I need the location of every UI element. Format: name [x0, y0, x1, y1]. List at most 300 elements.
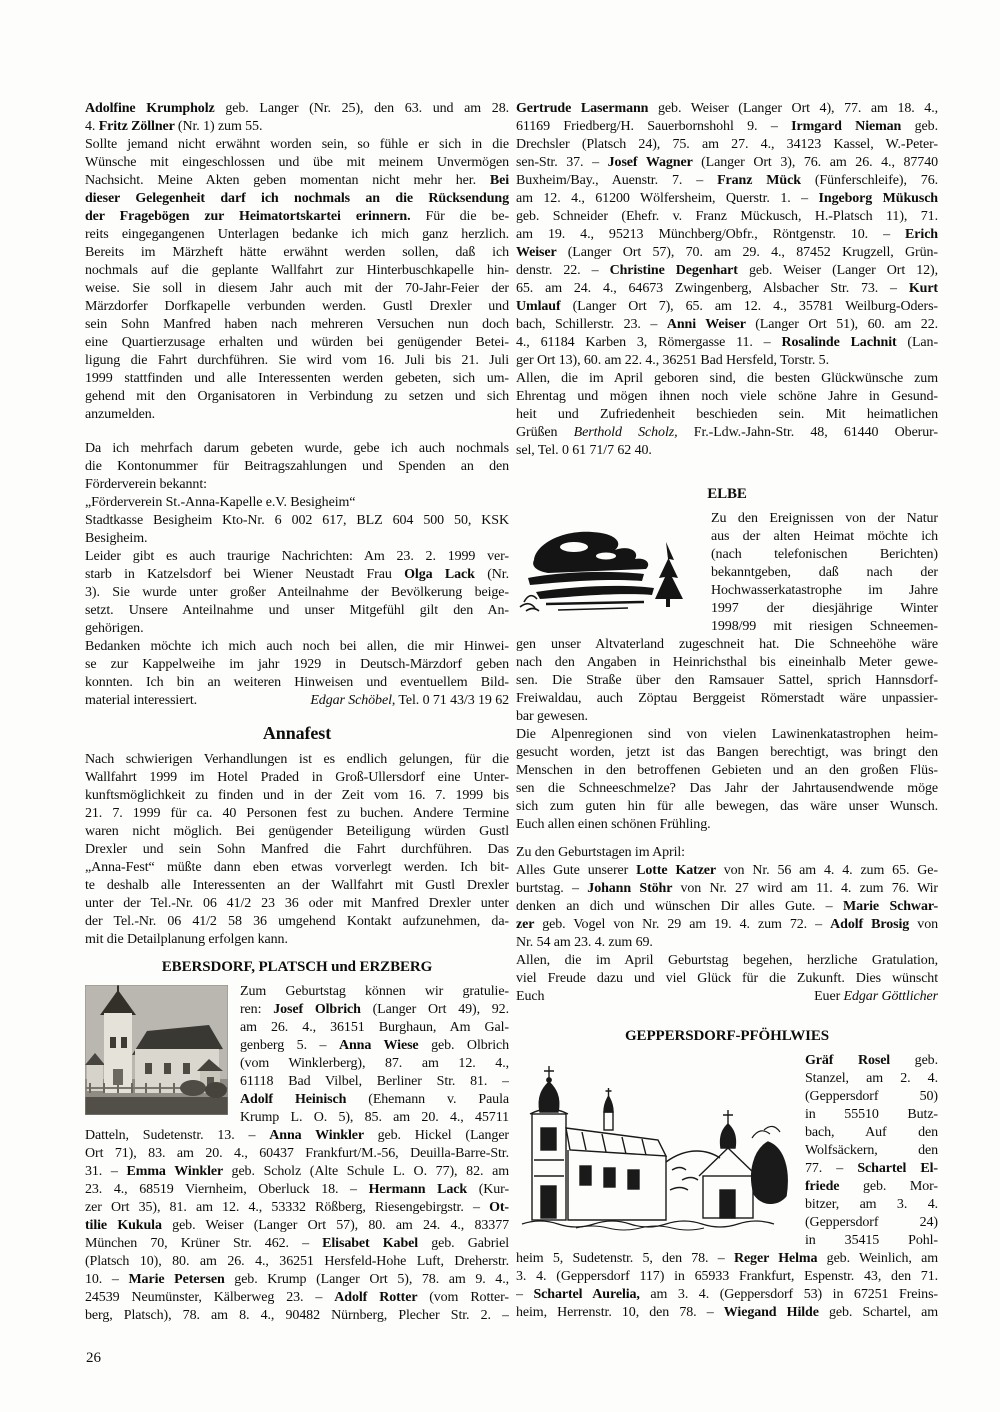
text-line	[516, 406, 938, 424]
text-run: sen die Schneeschmelze? Das Jahr der Jahrtausendwende möge	[516, 781, 938, 796]
text-run: 1998/99 mit riesigen Schneemen-	[711, 619, 938, 634]
text-run: 21. 7. 1999 für ca. 40 Personen fest zu buchen. Andere Termine	[85, 806, 509, 821]
text-run: Die Alpenregionen sind von vielen Lawinenkatastrophen heim-	[516, 727, 938, 742]
text-run: Reger Helma	[733, 1251, 827, 1266]
text-line	[516, 780, 938, 798]
text-run: material interessiert.	[85, 693, 198, 708]
text-run: bach, Schillerstr. 23. –	[516, 317, 667, 332]
text-run: Adolf Heinisch	[240, 1092, 369, 1107]
text-run: Ehrentag und mögen ihnen noch viele schöne Jahre in Gesund-	[516, 389, 938, 404]
text-line	[516, 1232, 938, 1250]
text-run: weise. Sie soll in diesem Jahr auch mit der 70-Jahr-Feier der	[85, 281, 509, 296]
text-run: eine Quartierzusage erhalten und würden bei genügender Betei-	[85, 335, 509, 350]
spacer	[516, 460, 938, 476]
text-line	[85, 1127, 509, 1145]
text-line	[85, 370, 509, 388]
text-run: nach den Angaben in Heinrichsthal bis eineinhalb Meter gewe-	[516, 655, 938, 670]
text-run: Hermann Lack	[368, 1182, 479, 1197]
line-right-part	[814, 988, 938, 1006]
text-run: der Fragebögen zur Heimatortskartei erinnern.	[85, 209, 426, 224]
text-line	[85, 334, 509, 352]
text-run: geb. Schneider (Ehefr. v. Franz Mückusch, H.-Platsch 11), 71.	[516, 209, 938, 224]
text-run: bach, Auf den	[805, 1125, 938, 1140]
text-run: Für die be-	[425, 209, 509, 224]
text-run: in 35415 Pohl-	[805, 1233, 938, 1248]
text-line	[85, 190, 509, 208]
text-line	[85, 1199, 509, 1217]
paragraph	[516, 844, 938, 1006]
text-run: Ingeborg Mükusch	[818, 191, 938, 206]
text-run: Umlauf	[516, 299, 573, 314]
text-line	[516, 208, 938, 226]
text-run: Krump L. O. 5), 85. am 20. 4., 45711	[240, 1110, 509, 1125]
text-run: Freiwaldau, auch Zöptau Berggeist Römerstadt wäre unpassier-	[516, 691, 938, 706]
text-run: Zu den Geburtstagen im April:	[516, 845, 685, 860]
text-run: Berthold Scholz,	[573, 425, 694, 440]
text-run: Nr. 54 am 23. 4. zum 69.	[516, 935, 653, 950]
text-run: am 26. 4., 36151 Burghaun, Am Gal-	[240, 1020, 509, 1035]
text-line	[516, 352, 938, 370]
text-run: Adolf Rotter	[334, 1290, 430, 1305]
text-run: gen unser Altvaterland zugeschneit hat. Die Schneehöhe wäre	[516, 637, 938, 652]
text-line	[516, 298, 938, 316]
text-run: in 55510 Butz-	[805, 1107, 938, 1122]
text-line	[516, 262, 938, 280]
text-run: , Tel. 0 71 43/3 19 62	[391, 693, 509, 708]
text-run: geb. Langer (Nr. 25), den 63. und am 28.	[225, 101, 509, 116]
text-line	[516, 636, 938, 654]
text-run: die Kontonummer für Beitragszahlungen und Spenden an den	[85, 459, 509, 474]
text-line	[516, 654, 938, 672]
text-run: (Kur-	[478, 1182, 509, 1197]
text-run: (nach telefonischen Berichten)	[711, 547, 938, 562]
line-right-part	[310, 692, 509, 710]
text-line	[516, 1250, 938, 1268]
text-line	[85, 316, 509, 334]
text-line	[85, 262, 509, 280]
geppersdorf-village-illustration	[516, 1054, 791, 1234]
paragraph	[516, 1052, 938, 1322]
text-run: (Langer Ort 7), 65. am 12. 4., 35781 Weilburg-Oders-	[572, 299, 938, 314]
text-run: 65. am 24. 4., 64673 Zwingenberg, Alsbacher Str. 73. –	[516, 281, 909, 296]
spacer	[516, 834, 938, 844]
text-run: Wolfsäckern, den	[805, 1143, 938, 1158]
text-run: Bei	[489, 173, 509, 188]
text-line	[85, 1235, 509, 1253]
text-run: Wiegand Hilde	[723, 1305, 829, 1320]
text-line	[85, 458, 509, 476]
text-run: Adolfine Krumpholz	[85, 101, 226, 116]
text-run: Drexler und sein Sohn Manfred die Fahrt durchführen. Das	[85, 842, 509, 857]
text-line	[516, 690, 938, 708]
text-run: Stadtkasse Besigheim Kto-Nr. 6 002 617, BLZ 604 500 50, KSK	[85, 513, 509, 528]
text-run: 1999 stattfinden und alle Interessenten werden gebeten, sich um-	[85, 371, 509, 386]
text-run: von	[917, 917, 938, 932]
text-run: sich zum guten hin für alle bewegen, das wäre unser Wunsch.	[516, 799, 938, 814]
text-line	[516, 154, 938, 172]
text-line	[85, 208, 509, 226]
text-run: gehend mit den Organisatoren in Verbindung zu setzen und sich	[85, 389, 509, 404]
text-run: ligung die Fahrt durchführen. Sie wird vom 16. Juli bis 21. Juli	[85, 353, 509, 368]
elbe-sketch-graphic	[516, 514, 701, 619]
text-run: 24539 Neumünster, Kälberweg 23. –	[85, 1290, 335, 1305]
text-run: Euch	[516, 989, 545, 1004]
text-run: gesucht worden, jetzt ist das Bangen berechtigt, was bringt den	[516, 745, 938, 760]
text-run: „Förderverein St.-Anna-Kapelle e.V. Besigheim“	[85, 495, 356, 510]
text-run: zer Ort 35), 81. am 12. 4., 53332 Rößberg, Riesengebirgstr. –	[85, 1200, 490, 1215]
text-run: heit und Zufriedenheit beschieden sein. Mit heimatlichen	[516, 407, 938, 422]
text-run: Schartel El-	[857, 1161, 938, 1176]
paragraph	[516, 510, 938, 834]
text-run: (Langer Ort 49), 92.	[372, 1002, 509, 1017]
text-run: am 3. 4. (Geppersdorf 53) in 67251 Freins-	[650, 1287, 938, 1302]
text-line	[85, 1307, 509, 1325]
text-run: (Geppersdorf 24)	[805, 1215, 938, 1230]
text-run: zer	[516, 917, 543, 932]
text-run: (Langer Ort 57), 70. am 29. 4., 87452 Krugzell, Grün-	[567, 245, 938, 260]
text-line	[516, 816, 938, 834]
text-line	[85, 1145, 509, 1163]
text-run: Fr.-Ldw.-Jahn-Str. 48, 61440 Oberur-	[693, 425, 938, 440]
text-run: 61169 Friedberg/H. Sauerbornshohl 9. –	[516, 119, 792, 134]
text-run: (Platsch 10), 80. am 26. 4., 36251 Hersfeld-Hohe Luft, Dreherstr.	[85, 1254, 509, 1269]
text-line	[85, 656, 509, 674]
text-run: Fritz Zöllner	[98, 119, 178, 134]
text-run: bekanntgeben, daß nach der	[711, 565, 938, 580]
text-line	[516, 708, 938, 726]
text-run: Sollte jemand nicht erwähnt worden sein, so fühle er sich in die	[85, 137, 509, 152]
text-run: 10. –	[85, 1272, 129, 1287]
text-line	[85, 1289, 509, 1307]
text-line	[85, 406, 509, 424]
text-line	[516, 970, 938, 988]
left-column	[85, 100, 509, 1325]
text-run: geb. Vogel von Nr. 29 am 19. 4. zum 72. –	[542, 917, 831, 932]
text-run: Wünsche mit eingeschlossen und übe mit meinem Unvermögen	[85, 155, 509, 170]
text-line	[516, 280, 938, 298]
text-line	[516, 1304, 938, 1322]
text-run: 3). Sie wurde unter großer Anteilnahme der Bevölkerung beige-	[85, 585, 509, 600]
text-run: Ort 71), 83. am 20. 4., 60437 Frankfurt/M.-56, Deuilla-Barre-Str.	[85, 1146, 509, 1161]
text-run: denstr. 22. –	[516, 263, 610, 278]
text-line	[516, 190, 938, 208]
text-line	[85, 769, 509, 787]
text-line	[516, 1286, 938, 1304]
text-line	[516, 726, 938, 744]
text-line	[85, 352, 509, 370]
text-run: bar gewesen.	[516, 709, 588, 724]
text-run: geb. Olbrich	[431, 1038, 509, 1053]
text-line	[85, 602, 509, 620]
text-line	[85, 172, 509, 190]
text-line	[85, 805, 509, 823]
text-run: unter der Tel.-Nr. 06 41/2 23 36 oder mit Manfred Drexler unter	[85, 896, 509, 911]
text-run: geb. Gabriel	[431, 1236, 509, 1251]
text-run: burtstag. –	[516, 881, 588, 896]
text-line	[516, 226, 938, 244]
text-run: sen. Die Straße über den Ramsauer Sattel, sprich Hannsdorf-	[516, 673, 938, 688]
text-run: kunftsmöglichkeit zu finden und in der Zeit vom 16. 7. 1999 bis	[85, 788, 509, 803]
text-line	[85, 931, 509, 949]
text-line	[85, 530, 509, 548]
text-line	[85, 566, 509, 584]
text-line	[85, 674, 509, 692]
text-run: Schartel Aurelia,	[533, 1287, 651, 1302]
text-line	[85, 1217, 509, 1235]
text-line	[516, 424, 938, 442]
text-line	[85, 118, 509, 136]
paragraph	[516, 100, 938, 460]
text-line	[85, 859, 509, 877]
paragraph	[85, 440, 509, 710]
text-run: 4., 61184 Karben 3, Römergasse 11. –	[516, 335, 782, 350]
text-line	[516, 762, 938, 780]
text-run: Drechsler (Platsch 24), 75. am 27. 4., 34123 Kassel, W.-Peter-	[516, 137, 938, 152]
text-run: München 70, Krüner Str. 462. –	[85, 1236, 323, 1251]
text-line	[85, 388, 509, 406]
text-line	[85, 226, 509, 244]
text-run: (vom Rotter-	[429, 1290, 509, 1305]
text-run: 77. –	[805, 1161, 858, 1176]
text-run: 1997 der diesjährige Winter	[711, 601, 938, 616]
text-run: (Nr.	[487, 567, 509, 582]
text-run: Franz Mück	[717, 173, 815, 188]
text-run: geb. Weiser (Langer Ort 4), 77. am 18. 4.,	[658, 101, 938, 116]
text-run: starb in Katzelsdorf bei Wiener Neustadt Frau	[85, 567, 405, 582]
text-line	[516, 316, 938, 334]
paragraph	[85, 751, 509, 949]
text-run: Johann Stöhr	[587, 881, 681, 896]
text-run: tilie Kukula	[85, 1218, 173, 1233]
text-line	[516, 798, 938, 816]
text-run: der Tel.-Nr. 06 41/2 58 36 umgehend Kontakt aufzunehmen, da-	[85, 914, 509, 929]
text-run: geb.	[914, 119, 938, 134]
text-line	[85, 1271, 509, 1289]
text-line	[85, 244, 509, 262]
text-run: von Nr. 56 am 4. 4. zum 65. Ge-	[723, 863, 938, 878]
text-run: Nach schwierigen Verhandlungen ist es endlich gelungen, für die	[85, 752, 509, 767]
text-run: friede	[805, 1179, 863, 1194]
text-run: Bereits im Märzheft hätte erwähnt werden sollen, daß ich	[85, 245, 509, 260]
text-run: Christine Degenhart	[609, 263, 749, 278]
text-run: geb. Krump (Langer Ort 5), 78. am 9. 4.,	[234, 1272, 509, 1287]
text-run: Zu den Ereignissen von der Natur	[711, 511, 938, 526]
text-run: anzumelden.	[85, 407, 156, 422]
text-run: (Lan-	[907, 335, 938, 350]
text-run: Emma Winkler	[126, 1164, 232, 1179]
section-heading: ELBE	[707, 486, 747, 502]
text-run: Nachsicht. Meine Akten geben momentan nicht mehr her.	[85, 173, 490, 188]
text-line	[516, 370, 938, 388]
line-left-part	[516, 988, 544, 1006]
text-run: Anna Winkler	[269, 1128, 378, 1143]
text-line	[85, 787, 509, 805]
text-line	[85, 280, 509, 298]
text-line	[516, 172, 938, 190]
text-run: Marie Petersen	[128, 1272, 235, 1287]
text-line	[85, 823, 509, 841]
text-run: Bedanken möchte ich mich auch noch bei allen, die mir Hinwei-	[85, 639, 509, 654]
text-run: Euer	[814, 989, 844, 1004]
text-run: Edgar Göttlicher	[843, 989, 938, 1004]
text-run: berg, Platsch), 78. am 8. 4., 90482 Nürnberg, Plecher Str. 2. –	[85, 1308, 509, 1323]
text-line	[516, 844, 938, 862]
text-run: Alles Gute unserer	[516, 863, 637, 878]
text-line	[85, 512, 509, 530]
text-line	[85, 476, 509, 494]
text-run: Stanzel, am 2. 4.	[805, 1071, 938, 1086]
text-line	[516, 744, 938, 762]
text-run: geb. Scholz (Alte Schule L. O. 77), 82. am	[231, 1164, 509, 1179]
text-run: Euch allen einen schönen Frühling.	[516, 817, 711, 832]
section-heading: GEPPERSDORF-PFÖHLWIES	[624, 1028, 830, 1044]
text-run: Edgar Schöbel	[310, 693, 392, 708]
text-run: Gertrude Lasermann	[516, 101, 659, 116]
text-run: Gräf Rosel	[805, 1053, 915, 1068]
section-heading: EBERSDORF, PLATSCH und ERZBERG	[161, 959, 433, 975]
text-run: Besigheim.	[85, 531, 148, 546]
text-line	[516, 862, 938, 880]
text-line	[516, 244, 938, 262]
text-run: se zur Kappelweihe im jahr 1929 in Deutsch-Märzdorf geben	[85, 657, 509, 672]
text-run: Buxheim/Bay., Auenstr. 7. –	[516, 173, 718, 188]
text-line	[516, 988, 938, 1006]
line-left-part	[85, 692, 197, 710]
text-line	[85, 584, 509, 602]
text-run: bitzer, am 3. 4.	[805, 1197, 938, 1212]
text-run: Wallfahrt 1999 im Hotel Praded in Groß-Ullersdorf eine Unter-	[85, 770, 509, 785]
spacer	[85, 424, 509, 440]
text-run: nochmals auf die geplante Wallfahrt zur Hinterbuschkapelle hin-	[85, 263, 509, 278]
text-line	[516, 916, 938, 934]
text-run: Förderverein bekannt:	[85, 477, 207, 492]
text-run: Allen, die im April geboren sind, die besten Glückwünsche zum	[516, 371, 938, 386]
spacer	[516, 1006, 938, 1018]
text-run: ren:	[240, 1002, 274, 1017]
text-run: Irmgard Nieman	[791, 119, 915, 134]
text-run: Menschen in den betroffenen Gebieten und an den großen Flüs-	[516, 763, 938, 778]
text-run: Adolf Brosig	[830, 917, 918, 932]
text-run: geb. Weiser (Langer Ort 12),	[748, 263, 938, 278]
text-run: geb. Hickel (Langer	[377, 1128, 509, 1143]
text-line	[85, 298, 509, 316]
text-line	[85, 913, 509, 931]
text-run: mit die Detailplanung erfolgen kann.	[85, 932, 288, 947]
text-run: viel Freude dazu und viel Glück für die Zukunft. Dies wünscht	[516, 971, 938, 986]
text-line	[85, 638, 509, 656]
text-line	[516, 388, 938, 406]
text-line	[85, 1253, 509, 1271]
elbe-rocks-illustration	[516, 514, 701, 619]
text-run: Zum Geburtstag können wir gratulie-	[240, 984, 509, 999]
text-line	[85, 895, 509, 913]
text-run: (Ehemann v. Paula	[368, 1092, 509, 1107]
text-run: (vom Winklerberg), 87. am 12. 4.,	[240, 1056, 509, 1071]
text-run: sen-Str. 37. –	[516, 155, 608, 170]
text-run: geb. Weinlich, am	[826, 1251, 938, 1266]
section-heading: Annafest	[262, 723, 332, 743]
text-run: –	[516, 1287, 534, 1302]
text-run: dieser Gelegenheit darf ich nochmals an die Rücksendung	[85, 191, 509, 206]
text-line	[85, 751, 509, 769]
text-line	[516, 442, 938, 460]
text-run: aus der alten Heimat möchte ich	[711, 529, 938, 544]
text-run: Rosalinde Lachnit	[781, 335, 908, 350]
text-run: geb. Mor-	[862, 1179, 938, 1194]
text-line	[516, 118, 938, 136]
text-run: (Nr. 1) zum 55.	[177, 119, 263, 134]
text-run: Märzdorfer Dorfkapelle verbunden werden. Gustl Drexler und	[85, 299, 509, 314]
text-line	[516, 618, 938, 636]
text-run: genberg 5. –	[240, 1038, 339, 1053]
text-line	[516, 672, 938, 690]
text-line	[516, 880, 938, 898]
text-run: heim, Herrenstr. 10, den 78. –	[516, 1305, 724, 1320]
text-line	[516, 952, 938, 970]
text-line	[516, 334, 938, 352]
text-run: Datteln, Sudetenstr. 13. –	[85, 1128, 270, 1143]
text-run: 3. 4. (Geppersdorf 117) in 65933 Frankfurt, Espenstr. 43, den 71.	[516, 1269, 938, 1284]
text-run: gehörigen.	[85, 621, 144, 636]
text-run: sel, Tel. 0 61 71/7 62 40.	[516, 443, 652, 458]
text-run: te deshalb alle Interessenten an der Wallfahrt mit Gustl Drexler	[85, 878, 509, 893]
right-column	[516, 100, 938, 1322]
text-run: Weiser	[516, 245, 568, 260]
text-line	[516, 100, 938, 118]
text-run: denken an dich und wünschen Dir alles Gute. –	[516, 899, 843, 914]
text-line	[85, 100, 509, 118]
text-line	[85, 154, 509, 172]
text-line	[85, 877, 509, 895]
text-run: Hochwasserkatastrophe im Jahre	[711, 583, 938, 598]
text-run: am 19. 4., 95213 Münchberg/Obfr., Röntgenstr. 10. –	[516, 227, 906, 242]
text-line	[85, 440, 509, 458]
text-run: (Langer Ort 3), 76. am 26. 4., 87740	[701, 155, 938, 170]
text-line	[85, 620, 509, 638]
text-run: (Langer Ort 51), 60. am 22.	[755, 317, 938, 332]
text-run: ger Ort 13), 60. am 22. 4., 36251 Bad Hersfeld, Torstr. 5.	[516, 353, 829, 368]
text-run: Olga Lack	[404, 567, 488, 582]
text-run: geb. Schartel, am	[828, 1305, 938, 1320]
text-run: Kurt	[908, 281, 938, 296]
text-run: Allen, die im April Geburtstag begehen, herzliche Gratulation,	[516, 953, 938, 968]
geppersdorf-sketch-graphic	[516, 1054, 791, 1234]
ebersdorf-church-photograph	[85, 985, 228, 1115]
text-run: Anni Weiser	[666, 317, 756, 332]
text-run: „Anna-Fest“ müßte dann eben etwas vorverlegt werden. Ich bit-	[85, 860, 509, 875]
text-run: waren nicht möglich. Bei genügender Beteiligung würden Gustl	[85, 824, 509, 839]
text-run: Marie Schwar-	[842, 899, 938, 914]
text-line	[85, 494, 509, 512]
text-line	[516, 136, 938, 154]
text-run: Elisabet Kabel	[322, 1236, 432, 1251]
text-run: 61118 Bad Vilbel, Berliner Str. 81. –	[240, 1074, 509, 1089]
text-run: Josef Olbrich	[273, 1002, 373, 1017]
text-run: Anna Wiese	[338, 1038, 432, 1053]
paragraph	[85, 983, 509, 1325]
text-run: reits eingegangenen Unterlagen bedanke ich mich ganz herzlich.	[85, 227, 509, 242]
text-run: 31. –	[85, 1164, 127, 1179]
church-photo-graphic	[85, 985, 228, 1115]
text-run: heim 5, Sudetenstr. 5, den 78. –	[516, 1251, 734, 1266]
text-run: Ot-	[489, 1200, 509, 1215]
text-line	[85, 548, 509, 566]
text-run: setzt. Unsere Anteilnahme und unser Mitgefühl gilt den An-	[85, 603, 509, 618]
text-run: konnten. Ich bin an weiteren Hinweisen und eventuellem Bild-	[85, 675, 509, 690]
text-line	[516, 1268, 938, 1286]
text-run: Lotte Katzer	[636, 863, 724, 878]
text-line	[85, 692, 509, 710]
